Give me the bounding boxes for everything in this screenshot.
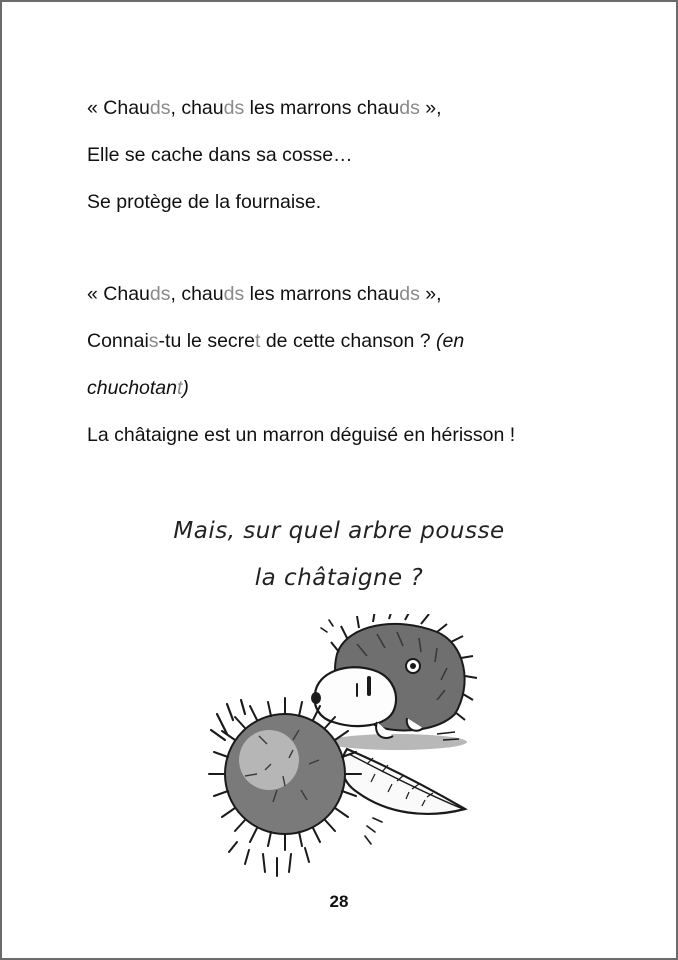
question-line: Mais, sur quel arbre pousse (173, 518, 505, 544)
verse-line (87, 372, 627, 419)
silent-letters: ds (149, 283, 171, 305)
stage-direction: chuchotan (87, 377, 177, 399)
silent-letters: t (255, 330, 261, 352)
verse-text: les marrons chau (244, 97, 400, 119)
verse-line: Elle se cache dans sa cosse… (87, 144, 353, 166)
verse-line: Se protège de la fournaise. (87, 191, 322, 213)
silent-letters: ds (399, 283, 420, 305)
stanza-1 (87, 92, 627, 233)
verse-text: , chau (170, 97, 224, 119)
verse-text: , chau (170, 283, 224, 305)
verse-line (87, 325, 627, 372)
verse-text: -tu le secre (158, 330, 255, 352)
silent-letters: ds (149, 97, 171, 119)
silent-letters: s (148, 330, 159, 352)
silent-letters: ds (223, 283, 245, 305)
verse-line: La châtaigne est un marron déguisé en hérisson ! (87, 424, 516, 446)
stage-direction: ) (182, 377, 189, 399)
riddle-question (2, 508, 676, 602)
verse-text: les marrons chau (244, 283, 400, 305)
verse-line (87, 278, 627, 325)
verse-text: « Chau (87, 97, 150, 119)
page-number: 28 (329, 892, 349, 911)
verse-text: « Chau (87, 283, 150, 305)
hedgehog-icon (311, 614, 477, 740)
leaf-icon (342, 749, 465, 814)
stanza-2 (87, 278, 627, 466)
hedgehog-chestnut-illustration (197, 614, 487, 882)
silent-letters: ds (399, 97, 420, 119)
question-line: la châtaigne ? (254, 565, 424, 591)
verse-text: », (419, 283, 442, 305)
stage-direction: (en (436, 330, 465, 352)
silent-letters: t (177, 377, 183, 399)
shadow-icon (327, 734, 467, 750)
verse-text: », (419, 97, 442, 119)
verse-text: de cette chanson ? (260, 330, 437, 352)
verse-line (87, 92, 627, 139)
silent-letters: ds (223, 97, 245, 119)
verse-text: Connai (87, 330, 149, 352)
